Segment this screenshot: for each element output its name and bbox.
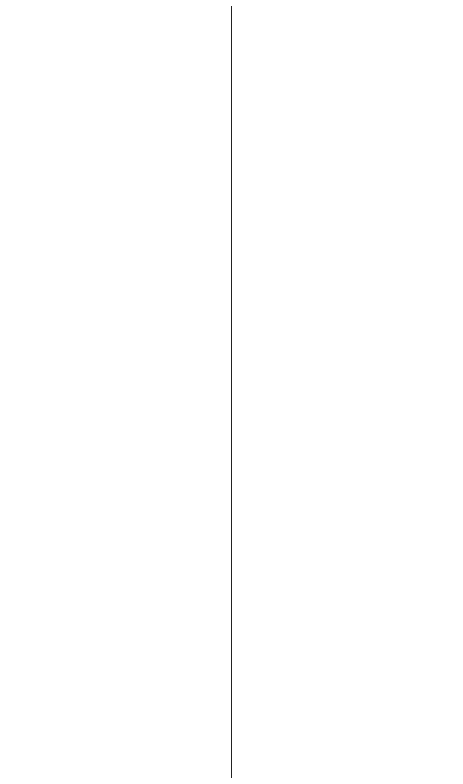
verse-line bbox=[239, 254, 457, 282]
verse-line bbox=[6, 227, 224, 255]
verse-line bbox=[239, 502, 457, 530]
verse-line bbox=[6, 695, 224, 723]
verse-line bbox=[6, 585, 224, 613]
verse-line bbox=[6, 61, 224, 89]
verse-line bbox=[6, 640, 224, 668]
verse-line bbox=[239, 144, 457, 172]
verse-line bbox=[239, 282, 457, 310]
verse-line bbox=[239, 475, 457, 503]
verse-line bbox=[6, 613, 224, 641]
verse-column-left bbox=[6, 6, 230, 778]
verse-line bbox=[6, 502, 224, 530]
verse-line bbox=[6, 171, 224, 199]
verse-line bbox=[239, 199, 457, 227]
verse-line bbox=[239, 640, 457, 668]
verse-line bbox=[6, 89, 224, 117]
verse-line bbox=[239, 613, 457, 641]
verse-column-right bbox=[233, 6, 457, 778]
verse-line bbox=[239, 116, 457, 144]
verse-line bbox=[6, 116, 224, 144]
verse-line bbox=[6, 365, 224, 393]
column-divider bbox=[231, 6, 232, 778]
verse-line bbox=[239, 227, 457, 255]
verse-line bbox=[239, 392, 457, 420]
verse-line bbox=[239, 171, 457, 199]
verse-line bbox=[6, 199, 224, 227]
verse-line bbox=[239, 668, 457, 696]
verse-line bbox=[239, 530, 457, 558]
verse-line bbox=[6, 254, 224, 282]
verse-line bbox=[239, 34, 457, 62]
verse-line bbox=[6, 558, 224, 586]
verse-line bbox=[239, 61, 457, 89]
verse-line bbox=[6, 144, 224, 172]
verse-line bbox=[239, 6, 457, 34]
verse-line bbox=[239, 723, 457, 751]
verse-line bbox=[239, 420, 457, 448]
verse-line bbox=[6, 337, 224, 365]
verse-line bbox=[6, 475, 224, 503]
verse-line bbox=[6, 530, 224, 558]
verse-line bbox=[239, 365, 457, 393]
verse-line bbox=[6, 420, 224, 448]
verse-line bbox=[6, 447, 224, 475]
verse-line bbox=[6, 723, 224, 751]
verse-line bbox=[239, 309, 457, 337]
verse-line bbox=[239, 585, 457, 613]
verse-line bbox=[239, 695, 457, 723]
verse-line bbox=[239, 337, 457, 365]
verse-line bbox=[6, 668, 224, 696]
verse-line bbox=[6, 6, 224, 34]
verse-line bbox=[6, 34, 224, 62]
verse-line bbox=[6, 751, 224, 779]
verse-line bbox=[6, 282, 224, 310]
verse-line bbox=[239, 447, 457, 475]
verse-line bbox=[239, 558, 457, 586]
verse-line bbox=[239, 89, 457, 117]
verse-line bbox=[239, 751, 457, 779]
verse-line bbox=[6, 309, 224, 337]
verse-line bbox=[6, 392, 224, 420]
